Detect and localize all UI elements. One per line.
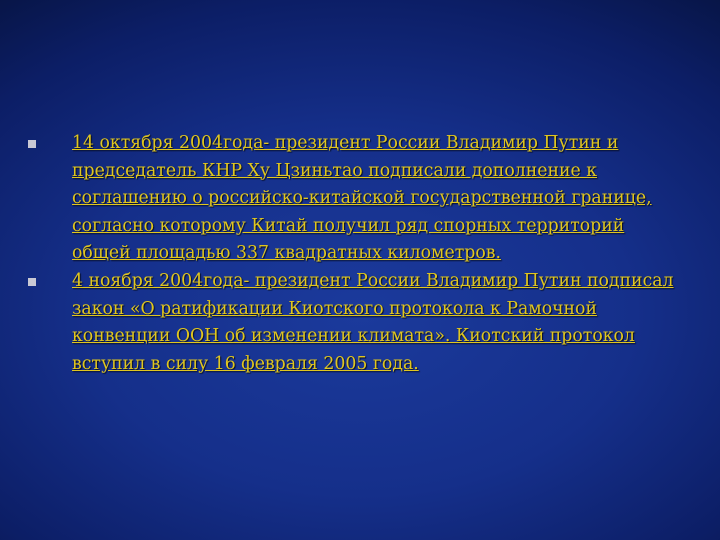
bullet-link-1[interactable]: 14 октября 2004года- президент России Владимир Путин и председатель КНР Ху Цзиньтао подписали дополнение к соглашению о российско-китайской государственной границе, согласно которому Китай получил ряд спорных территорий общей площадью 337 квадратных километров. [72, 133, 652, 264]
bullet-link-2[interactable]: 4 ноября 2004года- президент России Владимир Путин подписал закон «О ратификации Киотского протокола к Рамочной конвенции ООН об изменении климата». Киотский протокол вступил в силу 16 февраля 2005 года. [72, 270, 674, 374]
bullet-item-1 [28, 130, 678, 268]
square-bullet-icon [28, 140, 36, 148]
bullet-item-2 [28, 268, 678, 378]
square-bullet-icon [28, 278, 36, 286]
bullet-list [28, 130, 678, 378]
